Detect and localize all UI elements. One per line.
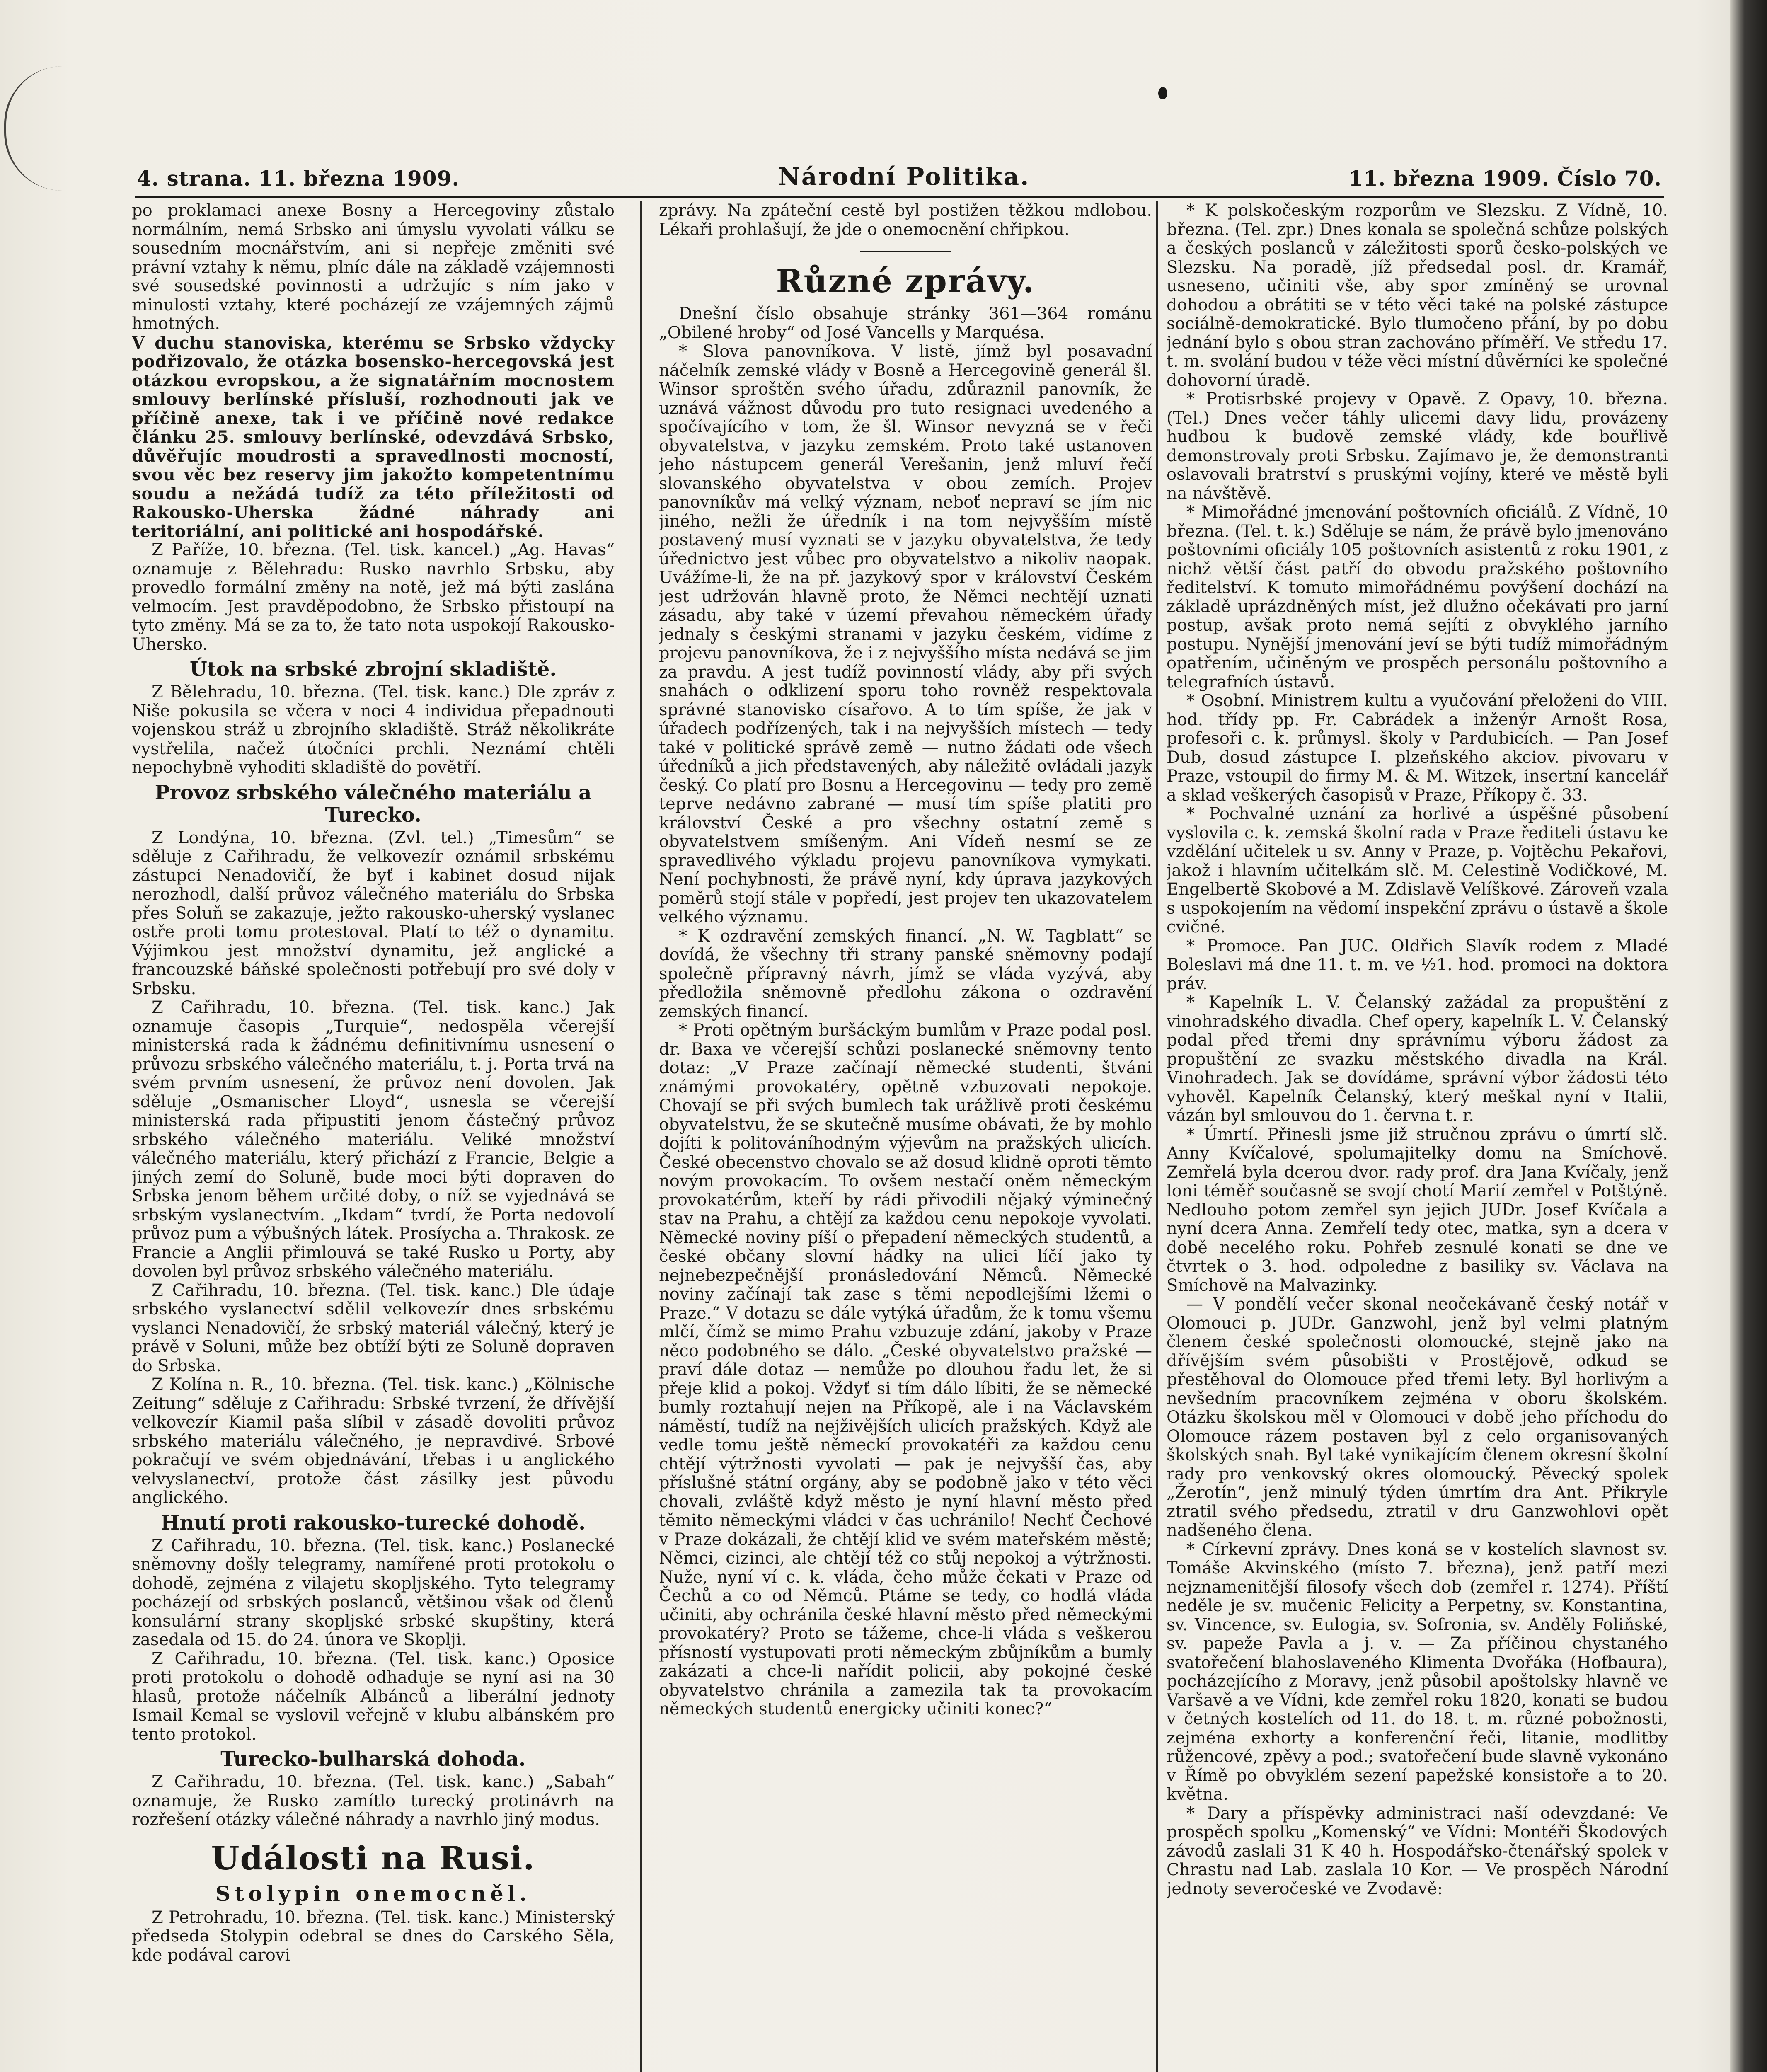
article-text: po proklamaci anexe Bosny a Hercegoviny zůstalo normálním, nemá Srbsko ani úmyslu vyvolati válku se sousedním mocnářstvím, ani si nepřeje změniti své právní vztahy k němu, plníc dále na základě vzájemnosti své sousedské povinnosti a udržujíc s ním jako v minulosti vztahy, které pocházejí ze vzájemných zájmů hmotných. — [132, 201, 615, 333]
page-header — [137, 162, 1662, 191]
article-text: Z Petrohradu, 10. března. (Tel. tisk. kanc.) Ministerský předseda Stolypin odebral se dnes do Carského Sěla, kde podával carovi — [132, 1907, 615, 1965]
column-3 — [1167, 201, 1668, 2072]
article-text: * Úmrtí. Přinesli jsme již stručnou zprávu o úmrtí slč. Anny Kvíčalové, spolumajitelky domu na Smíchově. Zemřelá byla dcerou dvor. rady prof. dra Jana Kvíčaly, jenž loni téměř současně se svojí chotí Marií zemřel v Potštýně. Nedlouho potom zemřel syn jejich JUDr. Josef Kvíčala a nyní dcera Anna. Zemřelí tedy otec, matka, syn a dcera v době necelého roku. Pohřeb zesnulé konati se dne ve čtvrtek o 3. hod. odpoledne z basiliky sv. Václava na Smíchově na Malvazinky. — [1167, 1125, 1668, 1295]
section-rule — [860, 251, 951, 252]
section-heading: Různé zprávy. — [776, 262, 1035, 300]
article-text: * K polskočeským rozporům ve Slezsku. Z Vídně, 10. března. (Tel. zpr.) Dnes konala se společná schůze polských a českých poslanců v záležitosti sporů česko-polských ve Slezsku. Na poradě, jíž předsedal posl. dr. Kramář, usneseno, učiniti vše, aby spor zmíněný se urovnal dohodou a obrátiti se v této věci také na polské zástupce sociálně-demokratické. Bylo tlumočeno přání, by po dobu jednání bylo s obou stran zachováno příměří. Ve středu 17. t. m. svolání budou v téže věci místní důvěrníci ke společné dohovorní úradě. — [1167, 201, 1668, 390]
scan-edge-shadow — [1730, 0, 1767, 2072]
article-text: Dnešní číslo obsahuje stránky 361—364 románu „Obilené hroby“ od José Vancells y Marquésa. — [659, 304, 1152, 342]
article-text: * Protisrbské projevy v Opavě. Z Opavy, 10. března. (Tel.) Dnes večer táhly ulicemi davy lidu, provázeny hudbou k budově zemské vlády, kde bouřlivě demonstrovaly proti Srbsku. Zajímavo je, že demonstranti oslavovali bratrství s pruskými vojíny, které ve městě byli na návštěvě. — [1167, 390, 1668, 503]
article-heading: Turecko-bulharská dohoda. — [220, 1748, 526, 1771]
article-text: Z Cařihradu, 10. března. (Tel. tisk. kanc.) Dle údaje srbského vyslanectví sdělil velkovezír dnes srbskému vyslanci Nenadovičí, že srbský materiál válečný, který je právě v Soluni, může bez obtíží býti ze Soluně dopraven do Srbska. — [132, 1280, 615, 1375]
column-divider — [640, 201, 642, 2072]
article-text: Z Londýna, 10. března. (Zvl. tel.) „Timesům“ se sděluje z Cařihradu, že velkovezír oznámil srbskému zástupci Nenadovičí, že byť i kabinet dosud nijak nerozhodl, další průvoz válečného materiálu do Srbska přes Soluň se zakazuje, ježto rakousko-uherský vyslanec ostře proti tomu protestoval. Platí to též o dynamitu. Výjimkou jest množství dynamitu, jež anglické a francouzské báňské společnosti potřebují pro své doly v Srbsku. — [132, 828, 615, 998]
article-heading: Provoz srbského válečného materiálu a Turecko. — [155, 781, 592, 827]
article-text: — V pondělí večer skonal neočekávaně český notář v Olomouci p. JUDr. Ganzwohl, jenž byl velmi platným členem české společnosti olomoucké, stejně jako na dřívějším svém působišti v Prostějově, odkud se přestěhoval do Olomouce před třemi lety. Byl horlivým a nevšedním pracovníkem zejména v oboru školském. Otázku školskou měl v Olomouci v době jeho příchodu do Olomouce rázem postaven byl z celo organisovaných školských snah. Byl také vynikajícím členem okresní školní rady pro venkovský okres olomoucký. Pěvecký spolek „Žerotín“, jenž minulý týden úmrtím dra Ant. Přikryle ztratil svého předsedu, ztratil v dru Ganzwohlovi opět nadšeného člena. — [1167, 1295, 1668, 1540]
article-heading: Hnutí proti rakousko-turecké dohodě. — [161, 1511, 586, 1535]
article-text: * Slova panovníkova. V listě, jímž byl posavadní náčelník zemské vlády v Bosně a Hercegovině generál šl. Winsor sproštěn svého úřadu, zdůraznil panovník, že uznává vážnost důvodu pro tuto resignaci uvedeného a spočívajícího v tom, že šl. Winsor nevyzná se v řeči obyvatelstva, v jazyku zemském. Proto také ustanoven jeho nástupcem generál Verešanin, jenž mluví řečí slovanského obyvatelstva v obou zemích. Projev panovníkův má velký význam, neboť nepraví se jím nic jiného, nežli že úředník i na tom nejvyšším místě postavený musí vyznati se v jazyku obyvatelstva, že tedy úřednictvo jest vůbec pro obyvatelstvo a nikoliv naopak. Uvážíme-li, že na př. jazykový spor v království Českém jest udržován hlavně proto, že Němci nechtějí uznati zásadu, aby také v území převahou německém úřady jednaly s českými stranami v jazyku českém, vidíme z projevu panovníkova, že i z nejvyššího místa nedává se jim za pravdu. A jest tudíž povinností vlády, aby při svých snahách o odklizení sporu toho rovněž respektovala správné stanovisko císařovo. A to tím spíše, že jak v úřadech podřízených, tak i na nejvyšších místech — tedy také v politické správě země — nutno žádati ode všech úředníků a jich představených, aby náležitě ovládali jazyk český. Co platí pro Bosnu a Hercegovinu — tedy pro země teprve nedávno zabrané — musí tím spíše platiti pro království České a pro všechny ostatní země s obyvatelstvem smíšeným. Ani Vídeň nesmí se ze spravedlivého výkladu projevu panovníkova vymykati. Není pochybnosti, že právě nyní, kdy úprava jazykových poměrů stojí stále v popředí, jest projev ten ukazovatelem velkého významu. — [659, 342, 1152, 927]
article-text: Z Kolína n. R., 10. března. (Tel. tisk. kanc.) „Kölnische Zeitung“ sděluje z Cařihradu: Srbské tvrzení, že dřívější velkovezír Kiamil paša slíbil v zásadě dovoliti průvoz srbského materiálu válečného, je nepravdivé. Srbové pokračují ve svém objednávání, třebas i u anglického velvyslanectví, protože část zásilky jest původu anglického. — [132, 1375, 615, 1507]
header-left: 4. strana. 11. března 1909. — [137, 166, 460, 191]
article-text: * Kapelník L. V. Čelanský zažádal za propuštění z vinohradského divadla. Chef opery, kapelník L. V. Čelanský podal před třemi dny správnímu výboru žádost za propuštění ze svazku městského divadla na Král. Vinohradech. Jak se dovídáme, správní výbor žádosti této vyhověl. Kapelník Čelanský, který meškal nyní v Italii, vázán byl smlouvou do 1. června t. r. — [1167, 993, 1668, 1125]
article-text: * Promoce. Pan JUC. Oldřich Slavík rodem z Mladé Boleslavi má dne 11. t. m. ve ½1. hod. promoci na doktora práv. — [1167, 936, 1668, 993]
article-subheading: Stolypin onemocněl. — [215, 1881, 531, 1906]
article-text: * Proti opětným buršáckým bumlům v Praze podal posl. dr. Baxa ve včerejší schůzi poslanecké sněmovny tento dotaz: „V Praze začínají německé studenti, štváni známými provokatéry, opětně vzbuzovati nepokoje. Chovají se při svých bumlech tak urážlivě proti českému obyvatelstvu, že se skutečně musíme obávati, že by mohlo dojíti k politováníhodným výjevům na pražských ulicích. České obecenstvo chovalo se až dosud klidně oproti těmto novým provokacím. To ovšem nestačí oněm německým provokatérům, kteří by rádi přivodili nějaký výminečný stav na Prahu, a chtějí za každou cenu nepokoje vyvolati. Německé noviny píší o přepadení německých studentů, a české občany slovní hádky na ulici líčí jako ty nejnebezpečnější pronásledování Němců. Německé noviny začínají tak zase s těmi nepodlejšími lžemi o Praze.“ V dotazu se dále vytýká úřadům, že k tomu všemu mlčí, čímž se mimo Prahu vzbuzuje zdání, jakoby v Praze něco podobného se dálo. „České obyvatelstvo pražské — praví dále dotaz — nemůže po dlouhou řadu let, že si přeje klid a pokoj. Vždyť si tím dálo líbiti, že se německé bumly roztahují nejen na Příkopě, ale i na Václavském náměstí, tudíž na nejživějších ulicích pražských. Když ale vedle tomu ještě německí provokatéři za každou cenu chtějí výtržnosti vyvolati — pak je nejvyšší čas, aby příslušné státní orgány, aby se podobně jako v této věci chovali, zvláště když město je nyní hlavní město před těmito německými vládci v čas uchránilo! Nechť Čechové v Praze dokázali, že chtějí klid ve svém mateřském městě; Němci, cizinci, ale chtějí též co stůj nepokoj a výtržnosti. Nuže, nyní ví c. k. vláda, čeho může čekati v Praze od Čechů a co od Němců. Ptáme se tedy, co hodlá vláda učiniti, aby ochránila české hlavní město před německými provokatéry? Proto se tážeme, chce-li vláda s veškerou přísností vystupovati proti německým zbůjníkům a bumly zakázati a chce-li nařídit policii, aby pokojné české obyvatelstvo chránila a zamezila tak ta provokacím německých studentů energicky učiniti konec?“ — [659, 1021, 1152, 1719]
column-1 — [132, 201, 615, 2072]
column-divider — [1156, 201, 1158, 2072]
article-text: * Mimořádné jmenování poštovních oficiálů. Z Vídně, 10 března. (Tel. t. k.) Sděluje se nám, že právě bylo jmenováno poštovními oficiály 105 poštovních asistentů z roku 1901, z nichž větší část patří do obvodu pražského poštovního ředitelství. K tomuto mimořádnému povýšení dochází na základě uprázdněných míst, jež dlužno očekávati pro jarní postup, avšak proto nemá sejíti z obvyklého jarního postupu. Nynější jmenování jeví se býti tudíž mimořádným opatřením, učiněným ve prospěch personálu poštovního a telegrafních ústavů. — [1167, 503, 1668, 692]
article-text-bold: V duchu stanoviska, kterému se Srbsko vždycky podřizovalo, že otázka bosensko-hercegovská jest otázkou evropskou, a že signatářním mocnostem smlouvy berlínské přísluší, rozhodnouti jak ve příčině anexe, tak i ve příčině nové redakce článku 25. smlouvy berlínské, odevzdává Srbsko, důvěřujíc moudrosti a spravedlnosti mocností, svou věc bez reservy jim jakožto kompetentnímu soudu a nežádá tudíž za této příležitosti od Rakousko-Uherska žádné náhrady ani teritoriální, ani politické ani hospodářské. — [132, 333, 615, 541]
article-text: Z Cařihradu, 10. března. (Tel. tisk. kanc.) „Sabah“ oznamuje, že Rusko zamítlo turecký protinávrh na rozřešení otázky válečné náhrady a navrhlo jiný modus. — [132, 1772, 615, 1829]
article-text: Z Bělehradu, 10. března. (Tel. tisk. kanc.) Dle zpráv z Niše pokusila se včera v noci 4 individua přepadnouti vojenskou stráž u zbrojního skladiště. Stráž několikráte vystřelila, načež útočníci prchli. Neznámí chtěli nepochybně vyhoditi skladiště do povětří. — [132, 683, 615, 777]
scan-speck — [1158, 87, 1167, 99]
binding-mark — [4, 66, 73, 191]
article-text: * Pochvalné uznání za horlivé a úspěšné působení vyslovila c. k. zemská školní rada v Praze řediteli ústavu ke vzdělání učitelek u sv. Anny v Praze, p. Vojtěchu Pekařovi, jakož i hlavním učitelkám slč. M. Celestině Vodičkové, M. Engelbertě Skobové a M. Zdislavě Velíškové. Zároveň vzala s uspokojením na vědomí inspekční zprávu o ústavě a škole cvičné. — [1167, 804, 1668, 937]
column-2 — [659, 201, 1152, 2072]
article-text: * K ozdravění zemských financí. „N. W. Tagblatt“ se dovídá, že všechny tři strany panské sněmovny podají společně přípravný návrh, jímž se vláda vyzývá, aby předložila sněmovně předlohu zákona o ozdravění zemských financí. — [659, 926, 1152, 1021]
article-text: * Církevní zprávy. Dnes koná se v kostelích slavnost sv. Tomáše Akvinského (místo 7. března), jenž patří mezi nejznamenitější filosofy všech dob (zemřel r. 1274). Příští neděle je sv. mučenic Felicity a Perpetny, sv. Konstantina, sv. Vincence, sv. Eulogia, sv. Sofronia, sv. Anděly Foliňské, sv. papeže Pavla a j. v. — Za příčinou chystaného svatořečení blahoslaveného Klimenta Dvořáka (Hofbaura), pocházejícího z Moravy, jenž působil apoštolsky hlavně ve Varšavě a ve Vídni, kde zemřel roku 1820, konati se budou v četných kostelích od 11. do 18. t. m. různé pobožnosti, zejména exhorty a konferenční řeči, litanie, modlitby růžencové, zpěvy a pod.; svatořečení bude slavně vykonáno v Římě po obvyklém sezení papežské konsistoře a to 20. května. — [1167, 1539, 1668, 1804]
header-right: 11. března 1909. Číslo 70. — [1348, 166, 1662, 191]
article-text: Z Paříže, 10. března. (Tel. tisk. kancel.) „Ag. Havas“ oznamuje z Bělehradu: Rusko navrhlo Srbsku, aby provedlo formální změny na notě, jež má býti zaslána velmocím. Jest pravděpodobno, že Srbsko přistoupí na tyto změny. Má se za to, že tato nota uspokojí Rakousko-Uhersko. — [132, 540, 615, 654]
section-heading: Události na Rusi. — [211, 1839, 535, 1877]
article-heading: Útok na srbské zbrojní skladiště. — [189, 658, 557, 681]
article-text: * Osobní. Ministrem kultu a vyučování přeloženi do VIII. hod. třídy pp. Fr. Cabrádek a inženýr Arnošt Rosa, profesoři c. k. průmysl. školy v Pardubicích. — Pan Josef Dub, dosud zástupce I. plzeňského akciov. pivovaru v Praze, vstoupil do firmy M. & M. Witzek, insertní kancelář a sklad veškerých časopisů v Praze, Příkopy č. 33. — [1167, 691, 1668, 805]
article-text: * Dary a příspěvky administraci naší odevzdané: Ve prospěch spolku „Komenský“ ve Vídni: Montéři Škodových závodů zaslali 31 K 40 h. Hospodářsko-čtenářský spolek v Chrastu nad Lab. zaslala 10 Kor. — Ve prospěch Národní jednoty severočeské ve Zvodavě: — [1167, 1803, 1668, 1898]
masthead-title: Národní Politika. — [778, 162, 1030, 191]
article-text: Z Cařihradu, 10. března. (Tel. tisk. kanc.) Oposice proti protokolu o dohodě odhaduje se nyní asi na 30 hlasů, protože náčelník Albánců a liberální jednoty Ismail Kemal se vyslovil veřejně v klubu albánském pro tento protokol. — [132, 1649, 615, 1744]
article-text: zprávy. Na zpáteční cestě byl postižen těžkou mdlobou. Lékaři prohlašují, že jde o onemocnění chřipkou. — [659, 201, 1152, 239]
header-rule — [135, 196, 1664, 198]
article-text: Z Cařihradu, 10. března. (Tel. tisk. kanc.) Poslanecké sněmovny došly telegramy, namířené proti protokolu o dohodě, zejména z vilajetu skopljského. Tyto telegramy pocházejí od srbských poslanců, většinou však od členů konsulární strany skopljské srbské skupštiny, která zasedala od 15. do 24. února ve Skoplji. — [132, 1536, 615, 1649]
article-text: Z Cařihradu, 10. března. (Tel. tisk. kanc.) Jak oznamuje časopis „Turquie“, nedospěla včerejší ministerská rada k žádnému definitivnímu usnesení o průvozu srbského válečného materiálu, t. j. Porta trvá na svém prvním usnesení, že průvoz není dovolen. Jak sděluje „Osmanischer Lloyd“, usnesla se včerejší ministerská rada připustiti jenom částečný průvoz srbského válečného materiálu. Veliké množství válečného materiálu, který přichází z Francie, Belgie a jiných zemí do Soluně, bude moci býti dopraven do Srbska jenom během určité doby, o níž se vyjednává se srbským vyslanectvím. „Ikdam“ tvrdí, že Porta nedovolí průvoz pum a výbušných látek. Prosíycha a. Thrakosk. ze Francie a Anglii přimlouvá se také Rusko u Porty, aby dovolen byl průvoz srbského válečného materiálu. — [132, 998, 615, 1281]
